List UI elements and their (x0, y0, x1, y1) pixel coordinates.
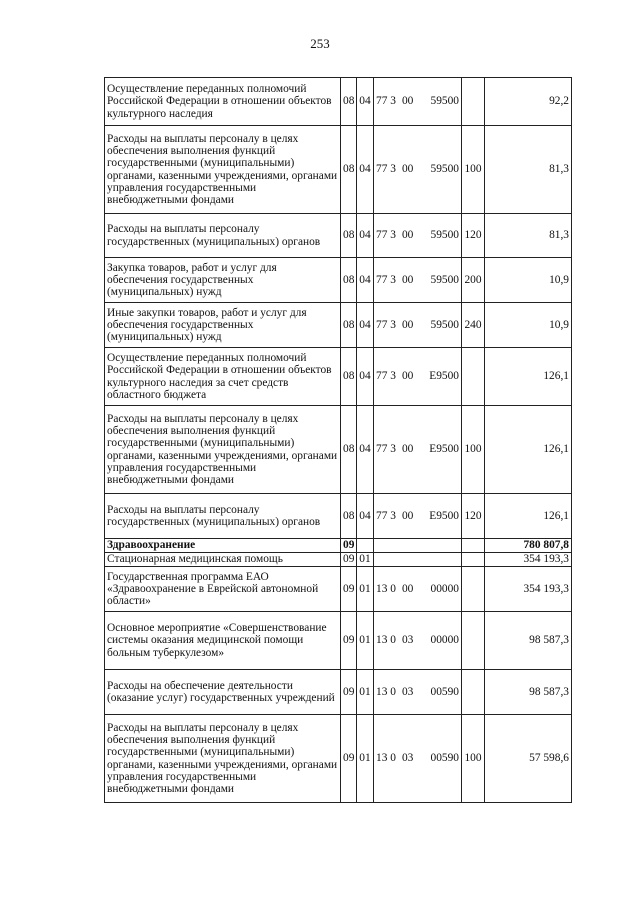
program-code: 13 0 (376, 582, 396, 595)
target-article-code (374, 715, 462, 803)
expense-name: Расходы на обеспечение деятельности (оказание услуг) государственных учреждений (105, 670, 341, 715)
activity-code: 00 (401, 273, 414, 286)
direction-code: 59500 (430, 318, 459, 331)
program-code: 13 0 (376, 634, 396, 647)
section-code: 09 (341, 553, 357, 567)
expense-type-code: 100 (462, 406, 485, 494)
subsection-code: 04 (357, 258, 374, 303)
section-code: 09 (341, 670, 357, 715)
expense-name: Государственная программа ЕАО «Здравоохранение в Еврейской автономной области» (105, 567, 341, 612)
amount: 57 598,6 (485, 715, 572, 803)
direction-code: 00000 (430, 634, 459, 647)
expense-name: Здравоохранение (105, 539, 341, 553)
target-article-code (374, 553, 462, 567)
subsection-code: 04 (357, 348, 374, 406)
amount: 126,1 (485, 494, 572, 539)
amount: 81,3 (485, 214, 572, 258)
section-code: 08 (341, 303, 357, 348)
activity-code: 03 (401, 685, 414, 698)
program-code: 13 0 (376, 685, 396, 698)
table-row (105, 348, 572, 406)
table-row (105, 494, 572, 539)
section-code: 08 (341, 214, 357, 258)
amount: 92,2 (485, 78, 572, 126)
subsection-code: 01 (357, 715, 374, 803)
amount: 81,3 (485, 126, 572, 214)
table-row (105, 612, 572, 670)
amount: 10,9 (485, 303, 572, 348)
activity-code: 00 (401, 318, 414, 331)
direction-code: 59500 (430, 229, 459, 242)
table-row (105, 553, 572, 567)
section-code: 09 (341, 715, 357, 803)
table-row (105, 78, 572, 126)
activity-code: 00 (401, 229, 414, 242)
expense-name: Расходы на выплаты персоналу в целях обеспечения выполнения функций государственными (муниципальными) органами, казенными учреждениями, органами управления государственными внебюджетными фондами (105, 406, 341, 494)
target-article-code (374, 126, 462, 214)
section-code: 09 (341, 612, 357, 670)
activity-code: 00 (401, 582, 414, 595)
activity-code: 03 (401, 752, 414, 765)
program-code: 77 3 (376, 509, 396, 522)
subsection-code: 04 (357, 406, 374, 494)
expense-type-code: 100 (462, 715, 485, 803)
expense-name: Расходы на выплаты персоналу государственных (муниципальных) органов (105, 494, 341, 539)
target-article-code (374, 539, 462, 553)
expense-name: Иные закупки товаров, работ и услуг для обеспечения государственных (муниципальных) нужд (105, 303, 341, 348)
expense-name: Закупка товаров, работ и услуг для обеспечения государственных (муниципальных) нужд (105, 258, 341, 303)
table-row (105, 567, 572, 612)
amount: 98 587,3 (485, 670, 572, 715)
expense-type-code (462, 670, 485, 715)
target-article-code (374, 670, 462, 715)
program-code: 77 3 (376, 443, 396, 456)
amount: 780 807,8 (485, 539, 572, 553)
table-row (105, 303, 572, 348)
target-article-code (374, 258, 462, 303)
subsection-code: 04 (357, 494, 374, 539)
direction-code: E9500 (429, 370, 459, 383)
expense-type-code: 200 (462, 258, 485, 303)
program-code: 77 3 (376, 273, 396, 286)
page-number: 253 (310, 36, 330, 51)
program-code: 77 3 (376, 163, 396, 176)
expense-name: Осуществление переданных полномочий Российской Федерации в отношении объектов культурного наследия (105, 78, 341, 126)
target-article-code (374, 348, 462, 406)
expense-type-code (462, 553, 485, 567)
expense-name: Осуществление переданных полномочий Российской Федерации в отношении объектов культурного наследия за счет средств областного бюджета (105, 348, 341, 406)
activity-code: 00 (401, 509, 414, 522)
program-code: 77 3 (376, 370, 396, 383)
activity-code: 03 (401, 634, 414, 647)
expense-type-code (462, 539, 485, 553)
section-code: 08 (341, 406, 357, 494)
subsection-code: 04 (357, 214, 374, 258)
section-code: 08 (341, 126, 357, 214)
direction-code: 59500 (430, 163, 459, 176)
budget-table (104, 77, 572, 803)
direction-code: 00590 (430, 752, 459, 765)
section-code: 08 (341, 494, 357, 539)
expense-type-code: 120 (462, 214, 485, 258)
amount: 126,1 (485, 348, 572, 406)
table-row (105, 214, 572, 258)
activity-code: 00 (401, 95, 414, 108)
activity-code: 00 (401, 443, 414, 456)
direction-code: 59500 (430, 95, 459, 108)
subsection-code: 04 (357, 78, 374, 126)
activity-code: 00 (401, 163, 414, 176)
expense-type-code (462, 78, 485, 126)
target-article-code (374, 78, 462, 126)
section-code: 08 (341, 258, 357, 303)
expense-type-code: 120 (462, 494, 485, 539)
program-code: 77 3 (376, 229, 396, 242)
target-article-code (374, 612, 462, 670)
section-code: 09 (341, 567, 357, 612)
target-article-code (374, 494, 462, 539)
table-row (105, 539, 572, 553)
target-article-code (374, 406, 462, 494)
subsection-code: 01 (357, 612, 374, 670)
table-row (105, 258, 572, 303)
subsection-code: 04 (357, 303, 374, 348)
expense-type-code (462, 567, 485, 612)
expense-name: Расходы на выплаты персоналу в целях обеспечения выполнения функций государственными (муниципальными) органами, казенными учреждениями, органами управления государственными внебюджетными фондами (105, 715, 341, 803)
subsection-code: 04 (357, 126, 374, 214)
direction-code: 59500 (430, 273, 459, 286)
table-row (105, 406, 572, 494)
target-article-code (374, 567, 462, 612)
table-row (105, 126, 572, 214)
direction-code: E9500 (429, 443, 459, 456)
expense-type-code (462, 612, 485, 670)
program-code: 77 3 (376, 95, 396, 108)
program-code: 13 0 (376, 752, 396, 765)
expense-type-code: 240 (462, 303, 485, 348)
expense-name: Стационарная медицинская помощь (105, 553, 341, 567)
target-article-code (374, 214, 462, 258)
direction-code: E9500 (429, 509, 459, 522)
amount: 354 193,3 (485, 567, 572, 612)
table-row (105, 715, 572, 803)
subsection-code (357, 539, 374, 553)
section-code: 09 (341, 539, 357, 553)
direction-code: 00000 (430, 582, 459, 595)
direction-code: 00590 (430, 685, 459, 698)
amount: 98 587,3 (485, 612, 572, 670)
program-code: 77 3 (376, 318, 396, 331)
target-article-code (374, 303, 462, 348)
amount: 126,1 (485, 406, 572, 494)
expense-name: Расходы на выплаты персоналу в целях обеспечения выполнения функций государственными (муниципальными) органами, казенными учреждениями, органами управления государственными внебюджетными фондами (105, 126, 341, 214)
expense-type-code (462, 348, 485, 406)
section-code: 08 (341, 78, 357, 126)
table-row (105, 670, 572, 715)
subsection-code: 01 (357, 553, 374, 567)
subsection-code: 01 (357, 567, 374, 612)
amount: 354 193,3 (485, 553, 572, 567)
amount: 10,9 (485, 258, 572, 303)
subsection-code: 01 (357, 670, 374, 715)
expense-name: Основное мероприятие «Совершенствование системы оказания медицинской помощи больным туберкулезом» (105, 612, 341, 670)
activity-code: 00 (401, 370, 414, 383)
expense-name: Расходы на выплаты персоналу государственных (муниципальных) органов (105, 214, 341, 258)
section-code: 08 (341, 348, 357, 406)
expense-type-code: 100 (462, 126, 485, 214)
